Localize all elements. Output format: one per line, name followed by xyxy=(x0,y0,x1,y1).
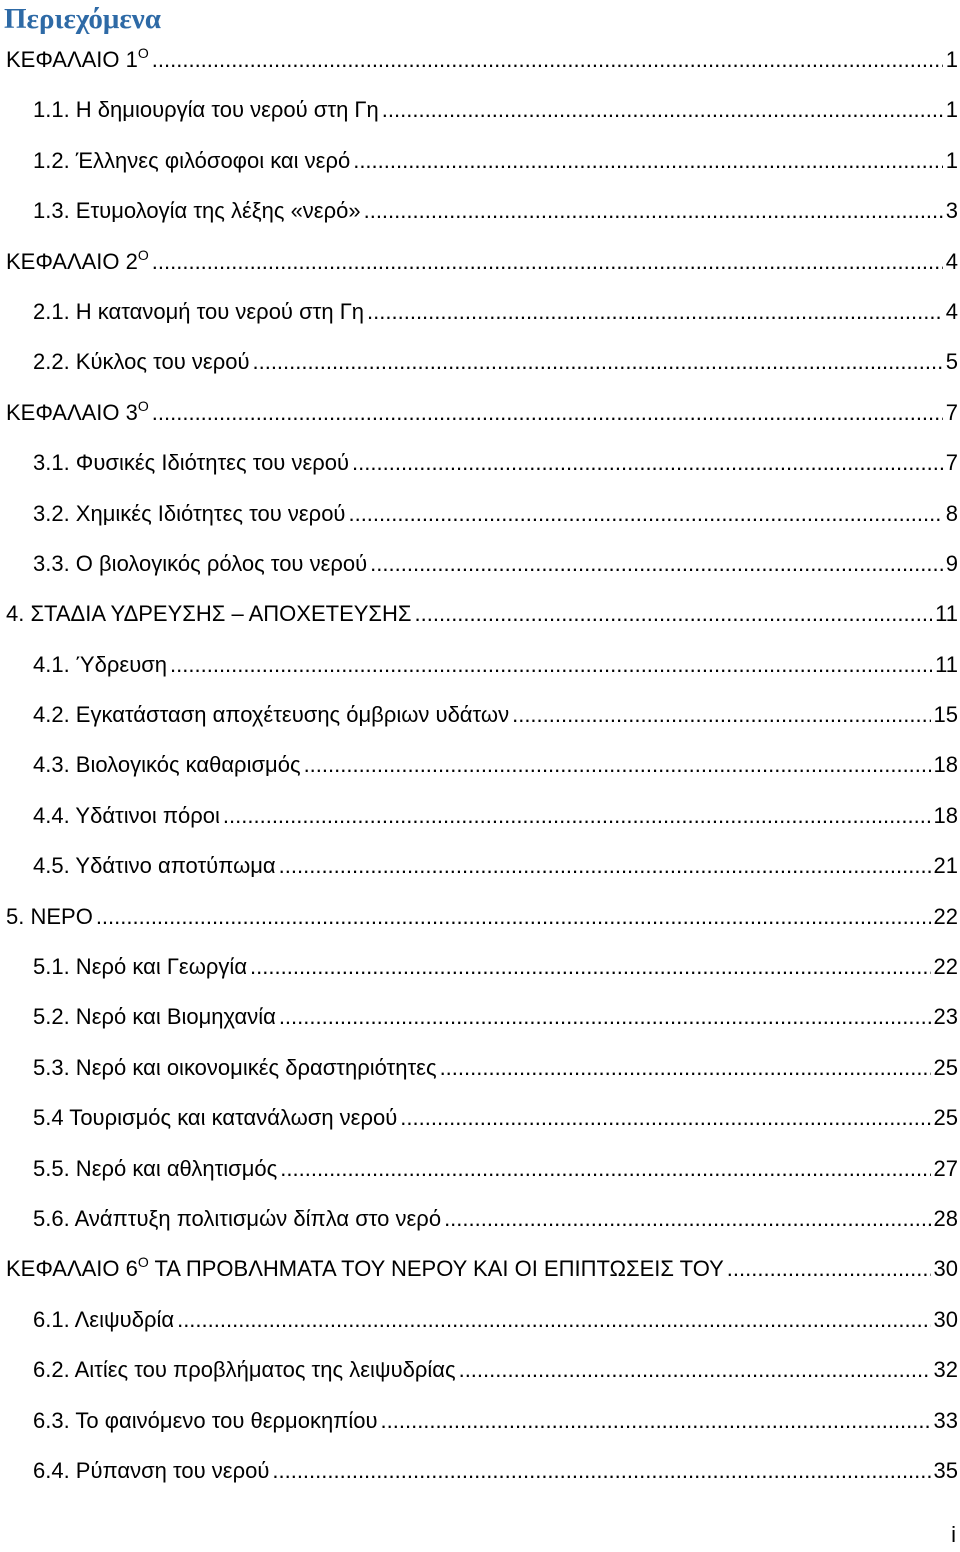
toc-entry-text: ΚΕΦΑΛΑΙΟ 6 xyxy=(6,1256,138,1282)
toc-dot-leader xyxy=(381,1396,931,1446)
toc-entry[interactable] xyxy=(0,1194,960,1244)
toc-entry[interactable] xyxy=(0,1043,960,1093)
toc-dot-leader xyxy=(370,539,943,589)
toc-entry-text: 3.3. Ο βιολογικός ρόλος του νερού xyxy=(33,550,368,576)
toc-entry-text: ΚΕΦΑΛΑΙΟ 2 xyxy=(6,248,138,274)
toc-entry-page: 9 xyxy=(945,550,958,576)
toc-dot-leader xyxy=(352,438,943,488)
toc-entry-label xyxy=(33,539,367,589)
toc-dot-leader xyxy=(280,1144,930,1194)
toc-entry[interactable] xyxy=(0,892,960,942)
toc-entry-label xyxy=(6,892,93,942)
toc-entry[interactable] xyxy=(0,791,960,841)
toc-dot-leader xyxy=(279,841,931,891)
toc-entry-label xyxy=(33,942,247,992)
toc-entry-text: 1.1. Η δημιουργία του νερού στη Γη xyxy=(33,97,379,123)
toc-entry-text: 5.2. Νερό και Βιομηχανία xyxy=(33,1004,276,1030)
toc-dot-leader xyxy=(727,1244,931,1294)
toc-dot-leader xyxy=(252,337,942,387)
toc-entry-label xyxy=(33,1194,441,1244)
toc-entry-page: 25 xyxy=(933,1054,958,1080)
toc-entry[interactable] xyxy=(0,942,960,992)
toc-dot-leader xyxy=(304,740,931,790)
toc-entry-page: 30 xyxy=(933,1256,958,1282)
toc-entry[interactable] xyxy=(0,640,960,690)
toc-entry[interactable] xyxy=(0,337,960,387)
toc-entry-label xyxy=(33,1093,397,1143)
toc-dot-leader xyxy=(177,1295,930,1345)
toc-entry-text: 6.1. Λειψυδρία xyxy=(33,1306,175,1332)
toc-entry-page: 5 xyxy=(945,349,958,375)
toc-entry-page: 33 xyxy=(933,1407,958,1433)
toc-entry-page: 8 xyxy=(945,500,958,526)
toc-entry-label xyxy=(6,35,149,85)
toc-dot-leader xyxy=(223,791,931,841)
toc-entry-page: 11 xyxy=(935,651,958,677)
toc-title: Περιεχόμενα xyxy=(4,3,161,35)
toc-dot-leader xyxy=(353,136,943,186)
toc-entry-text: 4.2. Εγκατάσταση αποχέτευσης όμβριων υδάτων xyxy=(33,702,510,728)
toc-entry-text: 6.4. Ρύπανση του νερού xyxy=(33,1457,270,1483)
toc-entry-label xyxy=(33,791,220,841)
toc-entry-page: 11 xyxy=(935,601,958,627)
toc-entry[interactable] xyxy=(0,841,960,891)
toc-entry[interactable] xyxy=(0,992,960,1042)
toc-dot-leader xyxy=(444,1194,930,1244)
toc-entry-label xyxy=(33,489,345,539)
toc-entry-page: 25 xyxy=(933,1105,958,1131)
toc-entry-page: 22 xyxy=(933,954,958,980)
toc-entry-text: 3.1. Φυσικές Ιδιότητες του νερού xyxy=(33,450,350,476)
toc-entry-page: 1 xyxy=(945,97,958,123)
toc-entry-superscript: Ο xyxy=(137,246,149,263)
toc-entry-text: 5.4 Τουρισμός και κατανάλωση νερού xyxy=(33,1105,398,1131)
toc-entry-label xyxy=(6,1244,724,1294)
toc-entry-text: 4. ΣΤΑΔΙΑ ΥΔΡΕΥΣΗΣ – ΑΠΟΧΕΤΕΥΣΗΣ xyxy=(6,601,412,627)
toc-entry[interactable] xyxy=(0,85,960,135)
toc-entry-page: 22 xyxy=(933,903,958,929)
toc-list xyxy=(0,35,960,1496)
toc-entry[interactable] xyxy=(0,35,960,85)
toc-dot-leader xyxy=(152,237,943,287)
toc-entry-page: 35 xyxy=(933,1457,958,1483)
toc-entry-text: 1.3. Ετυμολογία της λέξης «νερό» xyxy=(33,198,361,224)
toc-entry[interactable] xyxy=(0,589,960,639)
toc-dot-leader xyxy=(272,1446,930,1496)
toc-dot-leader xyxy=(382,85,943,135)
toc-entry-text: 6.3. Το φαινόμενο του θερμοκηπίου xyxy=(33,1407,378,1433)
toc-entry-page: 18 xyxy=(933,752,958,778)
toc-entry[interactable] xyxy=(0,136,960,186)
toc-dot-leader xyxy=(170,640,932,690)
toc-entry-page: 7 xyxy=(945,399,958,425)
toc-entry[interactable] xyxy=(0,1396,960,1446)
page-number: i xyxy=(951,1522,956,1547)
toc-entry-label xyxy=(6,589,412,639)
toc-dot-leader xyxy=(400,1093,930,1143)
toc-entry[interactable] xyxy=(0,690,960,740)
toc-entry[interactable] xyxy=(0,740,960,790)
toc-entry-page: 21 xyxy=(933,853,958,879)
toc-dot-leader xyxy=(364,186,943,236)
toc-entry-text: 5.6. Ανάπτυξη πολιτισμών δίπλα στο νερό xyxy=(33,1205,442,1231)
toc-dot-leader xyxy=(367,287,943,337)
toc-entry-label xyxy=(33,640,167,690)
toc-entry-label xyxy=(6,237,149,287)
toc-entry-page: 1 xyxy=(945,147,958,173)
toc-entry[interactable] xyxy=(0,1144,960,1194)
toc-entry-label xyxy=(33,841,276,891)
toc-entry-text: 2.2. Κύκλος του νερού xyxy=(33,349,250,375)
toc-entry-page: 4 xyxy=(945,298,958,324)
toc-entry-label xyxy=(33,438,349,488)
toc-entry[interactable] xyxy=(0,237,960,287)
toc-entry-text: ΚΕΦΑΛΑΙΟ 3 xyxy=(6,399,138,425)
toc-dot-leader xyxy=(279,992,931,1042)
toc-entry-page: 7 xyxy=(945,450,958,476)
toc-dot-leader xyxy=(96,892,931,942)
toc-entry-label xyxy=(33,1446,269,1496)
toc-entry-label xyxy=(33,740,301,790)
toc-dot-leader xyxy=(152,388,943,438)
toc-entry-text: 2.1. Η κατανομή του νερού στη Γη xyxy=(33,298,365,324)
toc-entry-label xyxy=(33,337,249,387)
toc-entry[interactable] xyxy=(0,539,960,589)
toc-entry[interactable] xyxy=(0,1345,960,1395)
toc-entry-page: 3 xyxy=(945,198,958,224)
toc-dot-leader xyxy=(348,489,942,539)
toc-entry-label xyxy=(33,186,361,236)
toc-entry-text: 4.5. Υδάτινο αποτύπωμα xyxy=(33,853,276,879)
toc-entry-superscript: Ο xyxy=(137,45,149,61)
toc-entry-label xyxy=(6,388,149,438)
toc-entry-page: 18 xyxy=(933,802,958,828)
toc-entry-text: 6.2. Αιτίες του προβλήματος της λειψυδρίας xyxy=(33,1357,456,1383)
toc-entry-page: 30 xyxy=(933,1306,958,1332)
toc-entry-page: 4 xyxy=(945,248,958,274)
toc-entry[interactable] xyxy=(0,438,960,488)
toc-dot-leader xyxy=(459,1345,931,1395)
toc-dot-leader xyxy=(152,35,943,85)
toc-dot-leader xyxy=(440,1043,931,1093)
toc-entry-label xyxy=(33,1144,277,1194)
toc-entry-text: 5.3. Νερό και οικονομικές δραστηριότητες xyxy=(33,1054,437,1080)
toc-dot-leader xyxy=(415,589,933,639)
toc-entry-page: 28 xyxy=(933,1205,958,1231)
toc-entry-label xyxy=(33,992,276,1042)
toc-entry-page: 23 xyxy=(933,1004,958,1030)
toc-entry[interactable] xyxy=(0,489,960,539)
toc-entry-text: 5. ΝΕΡΟ xyxy=(6,903,93,929)
toc-entry-page: 1 xyxy=(945,47,958,72)
toc-entry-page: 32 xyxy=(933,1357,958,1383)
toc-entry-page: 15 xyxy=(933,702,958,728)
toc-entry[interactable] xyxy=(0,388,960,438)
toc-entry-label xyxy=(33,136,350,186)
toc-entry-text: 5.5. Νερό και αθλητισμός xyxy=(33,1155,278,1181)
toc-entry-text: 4.4. Υδάτινοι πόροι xyxy=(33,802,220,828)
toc-entry-label xyxy=(33,1345,456,1395)
toc-entry-text: 5.1. Νερό και Γεωργία xyxy=(33,954,248,980)
toc-entry-label xyxy=(33,1295,174,1345)
toc-entry-label xyxy=(33,287,364,337)
toc-entry[interactable] xyxy=(0,287,960,337)
toc-dot-leader xyxy=(250,942,930,992)
toc-entry[interactable] xyxy=(0,1295,960,1345)
toc-entry[interactable] xyxy=(0,1244,960,1294)
toc-entry-superscript: Ο xyxy=(137,1254,149,1271)
toc-entry-label xyxy=(33,690,509,740)
toc-entry-text: 4.3. Βιολογικός καθαρισμός xyxy=(33,752,301,778)
toc-entry-label xyxy=(33,1043,437,1093)
toc-entry-text: 4.1. Ύδρευση xyxy=(33,651,168,677)
toc-entry-label xyxy=(33,1396,378,1446)
toc-entry-text: 1.2. Έλληνες φιλόσοφοι και νερό xyxy=(33,147,351,173)
toc-entry-superscript: Ο xyxy=(137,397,149,414)
toc-dot-leader xyxy=(512,690,930,740)
toc-entry-text: 3.2. Χημικές Ιδιότητες του νερού xyxy=(33,500,346,526)
toc-entry-text: ΚΕΦΑΛΑΙΟ 1 xyxy=(6,47,138,72)
toc-entry[interactable] xyxy=(0,186,960,236)
toc-entry-label xyxy=(33,85,379,135)
toc-entry[interactable] xyxy=(0,1446,960,1496)
toc-entry[interactable] xyxy=(0,1093,960,1143)
toc-entry-page: 27 xyxy=(933,1155,958,1181)
toc-entry-suffix: ΤΑ ΠΡΟΒΛΗΜΑΤΑ ΤΟΥ ΝΕΡΟΥ ΚΑΙ ΟΙ ΕΠΙΠΤΩΣΕΙΣ ΤΟΥ xyxy=(148,1256,724,1282)
